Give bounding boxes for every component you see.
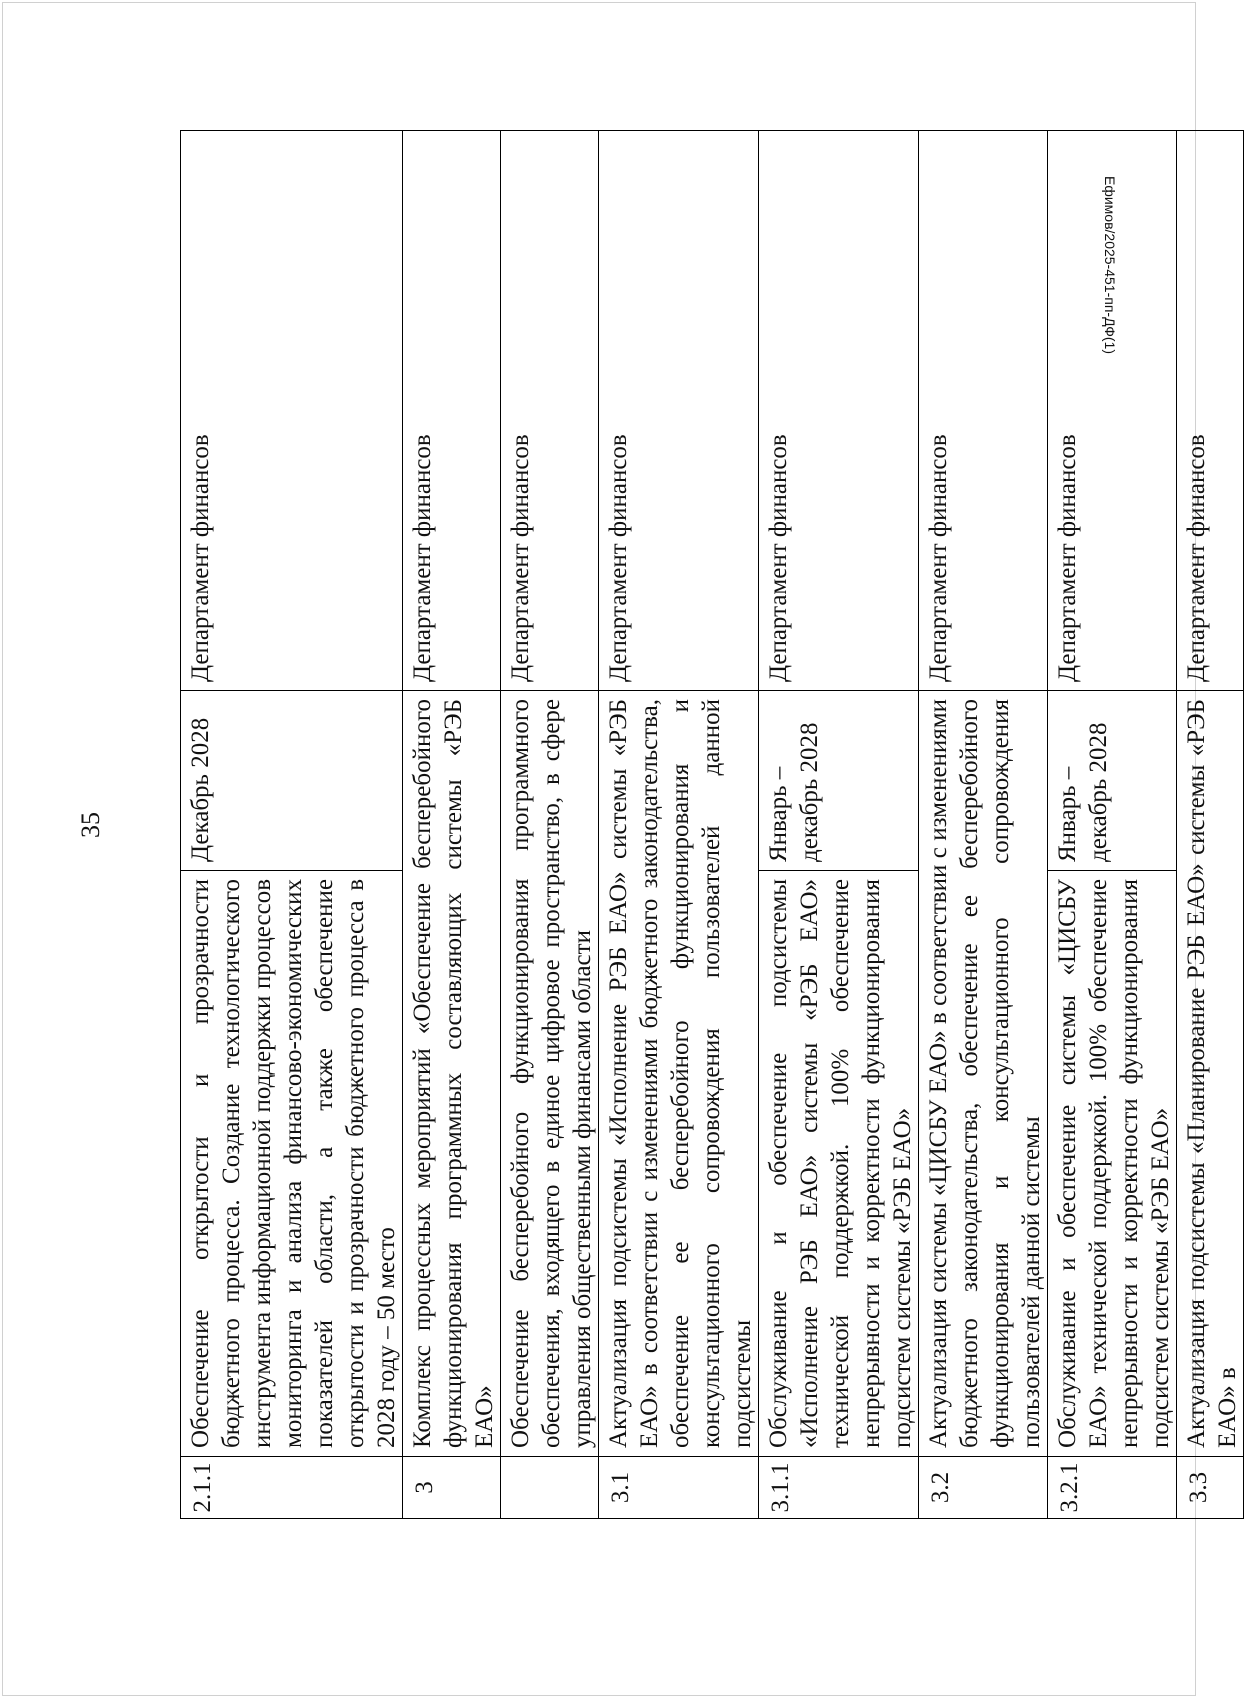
- table-row: [501, 131, 599, 1519]
- row-text: Актуализация подсистемы «Исполнение РЭБ ЕАО» системы «РЭБ ЕАО» в соответствии с изменениями бюджетного законодательства, обеспечение ее бесперебойного функционирования и консультационного сопровождения пользователей данной подсистемы: [599, 691, 759, 1457]
- row-number: 3.1.1: [759, 1457, 919, 1519]
- table-row: [919, 131, 1048, 1519]
- row-responsible: Департамент финансов: [181, 131, 403, 691]
- row-text: Комплекс процессных мероприятий «Обеспечение бесперебойного функционирования программных составляющих системы «РЭБ ЕАО»: [403, 691, 501, 1457]
- table-row: [403, 131, 501, 1519]
- row-responsible: Департамент финансов: [1177, 131, 1244, 691]
- row-term: Декабрь 2028: [181, 691, 403, 871]
- plan-table: [180, 130, 1244, 1519]
- row-responsible: Департамент финансов: [919, 131, 1048, 691]
- row-term: Январь – декабрь 2028: [1048, 691, 1177, 871]
- row-text: Актуализация системы «ЦИСБУ ЕАО» в соответствии с изменениями бюджетного законодательства, обеспечение ее бесперебойного функционирования и консультационного сопровождения пользователей данной системы: [919, 691, 1048, 1457]
- row-text: Актуализация подсистемы «Планирование РЭБ ЕАО» системы «РЭБ ЕАО» в: [1177, 691, 1244, 1457]
- row-responsible: Департамент финансов: [1048, 131, 1177, 691]
- row-number: 3.3: [1177, 1457, 1244, 1519]
- row-term: Январь – декабрь 2028: [759, 691, 919, 871]
- row-number: 3.2.1: [1048, 1457, 1177, 1519]
- row-text: Обслуживание и обеспечение подсистемы «Исполнение РЭБ ЕАО» системы «РЭБ ЕАО» технической поддержкой. 100% обеспечение непрерывности и корректности функционирования подсистем системы «РЭБ ЕАО»: [759, 871, 919, 1457]
- table-row: [181, 131, 403, 1519]
- page-number: 35: [76, 812, 105, 838]
- row-responsible: Департамент финансов: [759, 131, 919, 691]
- row-number: 3.1: [599, 1457, 759, 1519]
- table-row: [599, 131, 759, 1519]
- table-row: [759, 131, 919, 1519]
- row-number: 2.1.1: [181, 1457, 403, 1519]
- row-number: [501, 1457, 599, 1519]
- row-responsible: Департамент финансов: [501, 131, 599, 691]
- row-text: Обеспечение бесперебойного функционирования программного обеспечения, входящего в единое цифровое пространство, в сфере управления общественными финансами области: [501, 691, 599, 1457]
- document-code: Ефимов/2025-451-пп-ДФ(1): [1102, 176, 1118, 354]
- row-responsible: Департамент финансов: [403, 131, 501, 691]
- row-responsible: Департамент финансов: [599, 131, 759, 691]
- table-row: [1048, 131, 1177, 1519]
- row-number: 3: [403, 1457, 501, 1519]
- row-text: Обеспечение открытости и прозрачности бюджетного процесса. Создание технологического инструмента информационной поддержки процессов мониторинга и анализа финансово-экономических показателей области, а также обеспечение открытости и прозрачности бюджетного процесса в 2028 году – 50 место: [181, 871, 403, 1457]
- row-text: Обслуживание и обеспечение системы «ЦИСБУ ЕАО» технической поддержкой. 100% обеспечение непрерывности и корректности функционирования подсистем системы «РЭБ ЕАО»: [1048, 871, 1177, 1457]
- row-number: 3.2: [919, 1457, 1048, 1519]
- table-row: [1177, 131, 1244, 1519]
